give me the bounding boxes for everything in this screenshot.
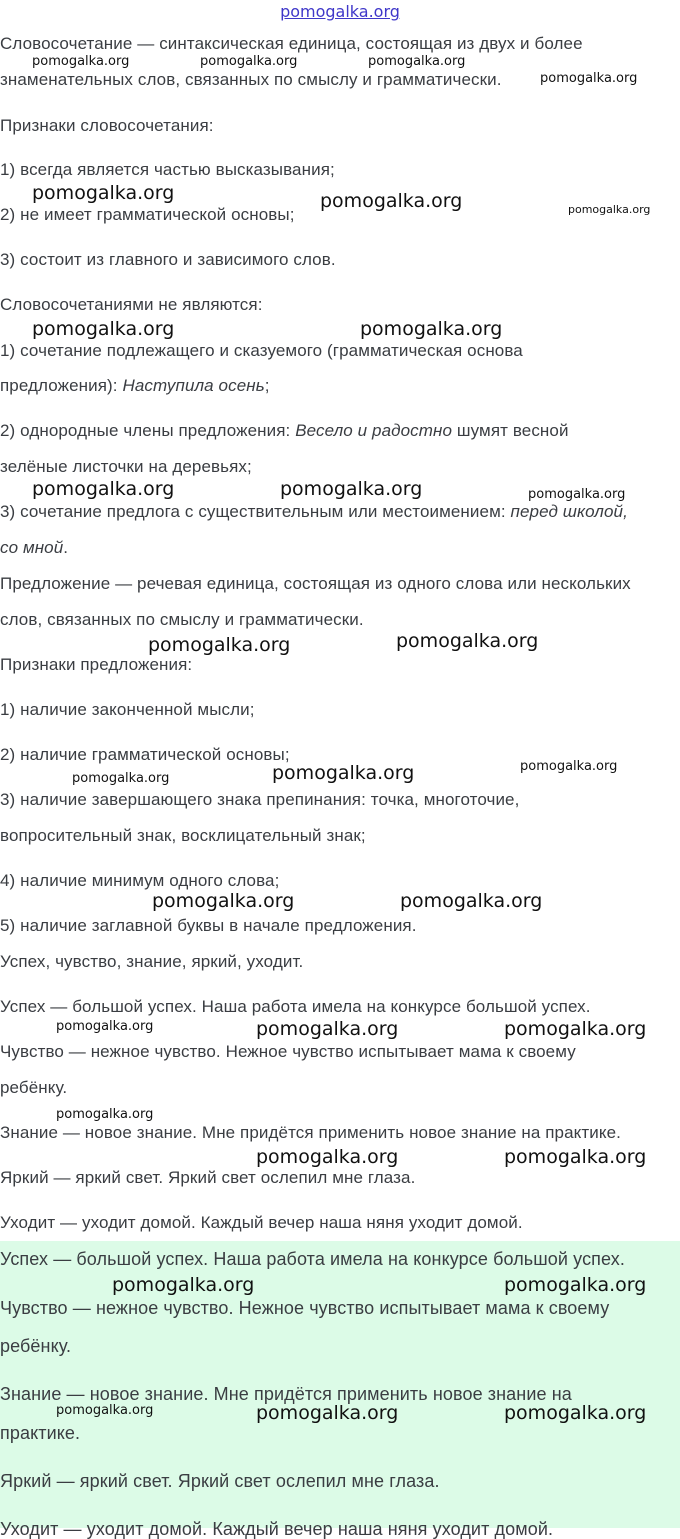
phrase-feature-2: 2) не имеет грамматической основы; <box>0 205 295 224</box>
watermark: pomogalka.org <box>368 54 466 69</box>
answer-line-2: Чувство — нежное чувство. Нежное чувство испытывает мама к своему <box>0 1298 610 1318</box>
not-phrase-2-line-2: зелёные листочки на деревьях; <box>0 457 252 476</box>
not-phrase-2-line-1 <box>0 421 680 441</box>
watermark: pomogalka.org <box>280 478 423 500</box>
watermark: pomogalka.org <box>72 771 170 786</box>
answer-line-1: Успех — большой успех. Наша работа имела на конкурсе большой успех. <box>0 1249 625 1269</box>
not-phrase-3-line-1 <box>0 502 680 522</box>
phrase-features-title: Признаки словосочетания: <box>0 116 214 135</box>
watermark: pomogalka.org <box>148 634 291 656</box>
watermark: pomogalka.org <box>568 203 651 216</box>
watermark: pomogalka.org <box>256 1146 399 1168</box>
watermark: pomogalka.org <box>360 318 503 340</box>
not-phrases-title: Словосочетаниями не являются: <box>0 295 263 314</box>
watermark: pomogalka.org <box>504 1402 647 1424</box>
site-link[interactable]: pomogalka.org <box>280 2 400 21</box>
watermark: pomogalka.org <box>396 630 539 652</box>
not-phrase-3-line-2 <box>0 538 680 558</box>
sentence-feature-3-line-1: 3) наличие завершающего знака препинания: точка, многоточие, <box>0 790 520 809</box>
phrase-feature-3: 3) состоит из главного и зависимого слов. <box>0 250 336 269</box>
answer-line-6: Яркий — яркий свет. Яркий свет ослепил мне глаза. <box>0 1471 440 1491</box>
task-words: Успех, чувство, знание, яркий, уходит. <box>0 952 304 971</box>
watermark: pomogalka.org <box>256 1402 399 1424</box>
task-line-5: Яркий — яркий свет. Яркий свет ослепил мне глаза. <box>0 1168 416 1187</box>
watermark: pomogalka.org <box>520 759 618 774</box>
task-line-6: Уходит — уходит домой. Каждый вечер наша няня уходит домой. <box>0 1213 523 1232</box>
watermark: pomogalka.org <box>400 890 543 912</box>
not-phrase-1-line-1: 1) сочетание подлежащего и сказуемого (грамматическая основа <box>0 341 523 360</box>
sentence-feature-5: 5) наличие заглавной буквы в начале предложения. <box>0 916 417 935</box>
not-phrase-2-suffix: шумят весной <box>452 421 569 440</box>
watermark: pomogalka.org <box>32 478 175 500</box>
not-phrase-3-example: перед школой, <box>510 502 628 521</box>
sentence-feature-4: 4) наличие минимум одного слова; <box>0 871 280 890</box>
watermark: pomogalka.org <box>504 1018 647 1040</box>
watermark: pomogalka.org <box>56 1019 154 1034</box>
sentence-feature-2: 2) наличие грамматической основы; <box>0 745 290 764</box>
task-line-1: Успех — большой успех. Наша работа имела на конкурсе большой успех. <box>0 997 591 1016</box>
watermark: pomogalka.org <box>540 71 638 86</box>
watermark: pomogalka.org <box>32 54 130 69</box>
phrase-feature-1: 1) всегда является частью высказывания; <box>0 160 335 179</box>
not-phrase-1-label: предложения): <box>0 376 123 395</box>
sentence-definition-line-1: Предложение — речевая единица, состоящая из одного слова или нескольких <box>0 574 631 593</box>
watermark: pomogalka.org <box>320 190 463 212</box>
sentence-features-title: Признаки предложения: <box>0 655 193 674</box>
watermark: pomogalka.org <box>272 762 415 784</box>
sentence-feature-1: 1) наличие законченной мысли; <box>0 700 255 719</box>
watermark: pomogalka.org <box>56 1107 154 1122</box>
not-phrase-3-label: 3) сочетание предлога с существительным или местоимением: <box>0 502 511 521</box>
watermark: pomogalka.org <box>528 487 626 502</box>
phrase-definition-line-2: знаменательных слов, связанных по смыслу и грамматически. <box>0 70 502 89</box>
watermark: pomogalka.org <box>200 54 298 69</box>
watermark: pomogalka.org <box>56 1403 154 1418</box>
watermark: pomogalka.org <box>112 1274 255 1296</box>
answer-line-5: практике. <box>0 1423 81 1443</box>
not-phrase-1-suffix: ; <box>264 376 270 395</box>
not-phrase-1-line-2 <box>0 376 680 396</box>
task-line-3: ребёнку. <box>0 1078 68 1097</box>
answer-line-3: ребёнку. <box>0 1336 72 1356</box>
watermark: pomogalka.org <box>504 1146 647 1168</box>
watermark: pomogalka.org <box>256 1018 399 1040</box>
task-line-2: Чувство — нежное чувство. Нежное чувство испытывает мама к своему <box>0 1042 576 1061</box>
not-phrase-3-example-2: со мной <box>0 538 64 557</box>
answer-line-4: Знание — новое знание. Мне придётся применить новое знание на <box>0 1384 572 1404</box>
watermark: pomogalka.org <box>152 890 295 912</box>
sentence-definition-line-2: слов, связанных по смыслу и грамматически. <box>0 610 364 629</box>
not-phrase-2-label: 2) однородные члены предложения: <box>0 421 296 440</box>
not-phrase-2-example: Весело и радостно <box>295 421 453 440</box>
watermark: pomogalka.org <box>32 318 175 340</box>
watermark: pomogalka.org <box>32 182 175 204</box>
task-line-4: Знание — новое знание. Мне придётся применить новое знание на практике. <box>0 1123 621 1142</box>
sentence-feature-3-line-2: вопросительный знак, восклицательный знак; <box>0 826 366 845</box>
watermark: pomogalka.org <box>504 1274 647 1296</box>
answer-line-7: Уходит — уходит домой. Каждый вечер наша няня уходит домой. <box>0 1519 554 1539</box>
not-phrase-1-example: Наступила осень <box>122 376 265 395</box>
not-phrase-3-suffix: . <box>63 538 69 557</box>
phrase-definition-line-1: Словосочетание — синтаксическая единица, состоящая из двух и более <box>0 34 583 53</box>
